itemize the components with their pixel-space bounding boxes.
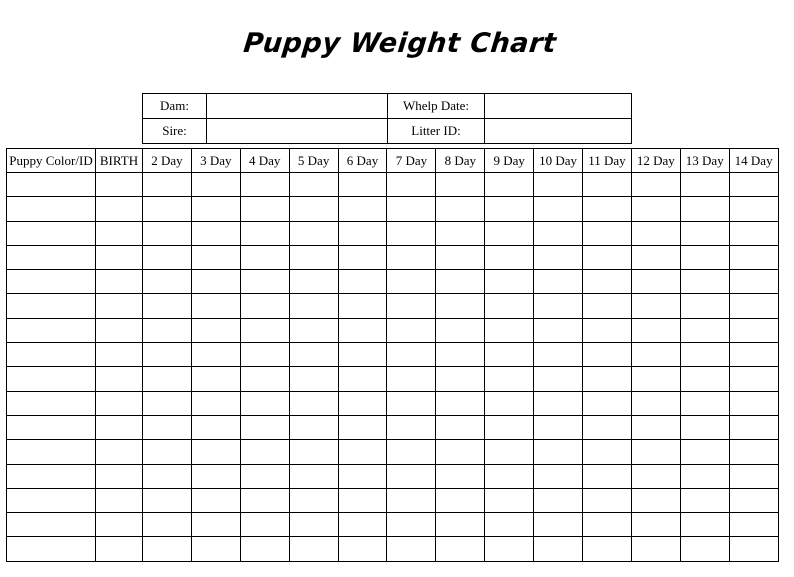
weight-cell[interactable] [96, 245, 143, 269]
weight-cell[interactable] [191, 197, 240, 221]
weight-cell[interactable] [289, 270, 338, 294]
table-row [7, 245, 779, 269]
weight-cell[interactable] [191, 294, 240, 318]
weight-cell[interactable] [729, 415, 778, 439]
weight-cell[interactable] [191, 513, 240, 537]
weight-cell[interactable] [583, 440, 632, 464]
table-row [7, 270, 779, 294]
weight-cell[interactable] [485, 318, 534, 342]
column-header: 14 Day [729, 149, 778, 173]
weight-cell[interactable] [96, 294, 143, 318]
weight-cell[interactable] [240, 367, 289, 391]
weight-cell[interactable] [240, 513, 289, 537]
weight-cell[interactable] [338, 270, 387, 294]
table-row [7, 464, 779, 488]
weight-cell[interactable] [289, 415, 338, 439]
weight-cell[interactable] [191, 391, 240, 415]
litter-info-table [142, 93, 632, 144]
weight-cell[interactable] [680, 173, 729, 197]
weight-cell[interactable] [289, 488, 338, 512]
puppy-id-cell[interactable] [7, 318, 96, 342]
weight-cell[interactable] [631, 513, 680, 537]
weight-cell[interactable] [289, 294, 338, 318]
weight-cell[interactable] [485, 440, 534, 464]
puppy-id-cell[interactable] [7, 440, 96, 464]
weight-cell[interactable] [534, 294, 583, 318]
table-row [7, 294, 779, 318]
table-row [7, 415, 779, 439]
weight-cell[interactable] [387, 197, 436, 221]
weight-cell[interactable] [387, 318, 436, 342]
weight-cell[interactable] [631, 488, 680, 512]
whelp-date-label: Whelp Date: [388, 94, 485, 119]
weight-cell[interactable] [534, 221, 583, 245]
weight-cell[interactable] [96, 343, 143, 367]
weight-cell[interactable] [680, 415, 729, 439]
weight-cell[interactable] [680, 488, 729, 512]
weight-cell[interactable] [631, 343, 680, 367]
puppy-id-cell[interactable] [7, 537, 96, 561]
weight-cell[interactable] [729, 173, 778, 197]
column-header: 9 Day [485, 149, 534, 173]
weight-cell[interactable] [631, 391, 680, 415]
weight-cell[interactable] [338, 415, 387, 439]
column-header: Puppy Color/ID [7, 149, 96, 173]
puppy-id-cell[interactable] [7, 464, 96, 488]
weight-cell[interactable] [729, 513, 778, 537]
weight-cell[interactable] [338, 513, 387, 537]
puppy-id-cell[interactable] [7, 270, 96, 294]
dam-field[interactable] [207, 94, 388, 119]
weight-cell[interactable] [436, 173, 485, 197]
weight-cell[interactable] [436, 294, 485, 318]
weight-cell[interactable] [289, 318, 338, 342]
weight-cell[interactable] [96, 197, 143, 221]
table-row [7, 173, 779, 197]
weight-cell[interactable] [680, 197, 729, 221]
weight-cell[interactable] [289, 367, 338, 391]
weight-cell[interactable] [191, 415, 240, 439]
weight-cell[interactable] [436, 415, 485, 439]
weight-cell[interactable] [534, 367, 583, 391]
weight-cell[interactable] [631, 245, 680, 269]
weight-cell[interactable] [436, 513, 485, 537]
weight-cell[interactable] [387, 537, 436, 561]
weight-cell[interactable] [485, 415, 534, 439]
weight-cell[interactable] [240, 270, 289, 294]
weight-cell[interactable] [631, 415, 680, 439]
weight-cell[interactable] [436, 440, 485, 464]
weight-cell[interactable] [289, 221, 338, 245]
weight-cell[interactable] [240, 294, 289, 318]
weight-cell[interactable] [631, 367, 680, 391]
weight-cell[interactable] [729, 343, 778, 367]
weight-cell[interactable] [583, 367, 632, 391]
column-header: 10 Day [534, 149, 583, 173]
weight-cell[interactable] [680, 464, 729, 488]
puppy-id-cell[interactable] [7, 488, 96, 512]
weight-cell[interactable] [680, 270, 729, 294]
puppy-id-cell[interactable] [7, 513, 96, 537]
column-header: 3 Day [191, 149, 240, 173]
weight-cell[interactable] [240, 245, 289, 269]
weight-cell[interactable] [485, 343, 534, 367]
weight-cell[interactable] [96, 270, 143, 294]
weight-cell[interactable] [143, 294, 192, 318]
weight-cell[interactable] [631, 197, 680, 221]
header-row [7, 149, 779, 173]
weight-cell[interactable] [680, 513, 729, 537]
weight-cell[interactable] [143, 391, 192, 415]
puppy-id-cell[interactable] [7, 367, 96, 391]
weight-cell[interactable] [289, 513, 338, 537]
weight-cell[interactable] [583, 245, 632, 269]
weight-cell[interactable] [338, 343, 387, 367]
weight-cell[interactable] [485, 537, 534, 561]
weight-cell[interactable] [729, 294, 778, 318]
weight-cell[interactable] [583, 488, 632, 512]
weight-cell[interactable] [534, 464, 583, 488]
weight-cell[interactable] [680, 318, 729, 342]
puppy-id-cell[interactable] [7, 294, 96, 318]
weight-cell[interactable] [583, 197, 632, 221]
weight-cell[interactable] [96, 391, 143, 415]
weight-cell[interactable] [583, 537, 632, 561]
weight-cell[interactable] [485, 391, 534, 415]
weight-cell[interactable] [534, 245, 583, 269]
weight-cell[interactable] [583, 464, 632, 488]
weight-cell[interactable] [191, 270, 240, 294]
weight-cell[interactable] [729, 391, 778, 415]
weight-cell[interactable] [338, 391, 387, 415]
weight-cell[interactable] [338, 367, 387, 391]
weight-cell[interactable] [191, 343, 240, 367]
weight-cell[interactable] [143, 221, 192, 245]
weight-cell[interactable] [338, 318, 387, 342]
column-header: 5 Day [289, 149, 338, 173]
info-row-sire [143, 119, 632, 144]
weight-cell[interactable] [191, 537, 240, 561]
weight-cell[interactable] [436, 245, 485, 269]
info-row-dam [143, 94, 632, 119]
weight-cell[interactable] [240, 440, 289, 464]
weight-cell[interactable] [485, 513, 534, 537]
weight-cell[interactable] [485, 367, 534, 391]
weight-cell[interactable] [583, 415, 632, 439]
puppy-id-cell[interactable] [7, 391, 96, 415]
weight-cell[interactable] [143, 173, 192, 197]
weight-cell[interactable] [289, 197, 338, 221]
table-row [7, 537, 779, 561]
weight-cell[interactable] [143, 245, 192, 269]
column-header: 2 Day [143, 149, 192, 173]
weight-cell[interactable] [387, 343, 436, 367]
weight-cell[interactable] [631, 173, 680, 197]
weight-cell[interactable] [191, 367, 240, 391]
weight-cell[interactable] [387, 440, 436, 464]
weight-cell[interactable] [729, 221, 778, 245]
weight-cell[interactable] [289, 464, 338, 488]
sire-field[interactable] [207, 119, 388, 144]
weight-cell[interactable] [436, 270, 485, 294]
weight-cell[interactable] [534, 173, 583, 197]
weight-cell[interactable] [680, 440, 729, 464]
weight-cell[interactable] [631, 221, 680, 245]
weight-cell[interactable] [583, 318, 632, 342]
weight-cell[interactable] [583, 221, 632, 245]
puppy-id-cell[interactable] [7, 197, 96, 221]
weight-cell[interactable] [191, 488, 240, 512]
weight-cell[interactable] [240, 488, 289, 512]
weight-cell[interactable] [387, 415, 436, 439]
column-header: BIRTH [96, 149, 143, 173]
weight-cell[interactable] [240, 415, 289, 439]
weight-cell[interactable] [631, 464, 680, 488]
weight-cell[interactable] [583, 391, 632, 415]
weight-cell[interactable] [191, 464, 240, 488]
weight-cell[interactable] [143, 367, 192, 391]
table-row [7, 367, 779, 391]
weight-cell[interactable] [583, 173, 632, 197]
weight-cell[interactable] [436, 197, 485, 221]
puppy-id-cell[interactable] [7, 245, 96, 269]
weight-cell[interactable] [436, 221, 485, 245]
weight-cell[interactable] [729, 488, 778, 512]
weight-cell[interactable] [191, 318, 240, 342]
weight-cell[interactable] [338, 294, 387, 318]
weight-cell[interactable] [96, 415, 143, 439]
weight-cell[interactable] [534, 270, 583, 294]
column-header: 11 Day [583, 149, 632, 173]
weight-cell[interactable] [485, 197, 534, 221]
weight-cell[interactable] [143, 440, 192, 464]
dam-label: Dam: [143, 94, 207, 119]
weight-cell[interactable] [387, 488, 436, 512]
weight-cell[interactable] [485, 488, 534, 512]
weight-cell[interactable] [729, 537, 778, 561]
weight-cell[interactable] [240, 537, 289, 561]
weight-cell[interactable] [143, 488, 192, 512]
weight-cell[interactable] [96, 537, 143, 561]
weight-cell[interactable] [387, 245, 436, 269]
weight-cell[interactable] [680, 391, 729, 415]
weight-cell[interactable] [96, 513, 143, 537]
weight-cell[interactable] [631, 537, 680, 561]
litter-id-field[interactable] [485, 119, 632, 144]
weight-cell[interactable] [680, 367, 729, 391]
weight-cell[interactable] [240, 391, 289, 415]
weight-cell[interactable] [680, 245, 729, 269]
table-row [7, 343, 779, 367]
weight-cell[interactable] [729, 245, 778, 269]
weight-cell[interactable] [729, 270, 778, 294]
weight-cell[interactable] [338, 245, 387, 269]
weight-cell[interactable] [191, 221, 240, 245]
weight-cell[interactable] [338, 221, 387, 245]
weight-cell[interactable] [680, 343, 729, 367]
weight-cell[interactable] [143, 270, 192, 294]
table-row [7, 513, 779, 537]
weight-cell[interactable] [534, 318, 583, 342]
column-header: 13 Day [680, 149, 729, 173]
weight-cell[interactable] [436, 343, 485, 367]
weight-cell[interactable] [534, 415, 583, 439]
table-row [7, 440, 779, 464]
weight-cell[interactable] [338, 197, 387, 221]
weight-cell[interactable] [240, 221, 289, 245]
weight-cell[interactable] [583, 294, 632, 318]
weight-cell[interactable] [436, 537, 485, 561]
weight-cell[interactable] [143, 197, 192, 221]
weight-cell[interactable] [143, 537, 192, 561]
weight-cell[interactable] [387, 464, 436, 488]
weight-cell[interactable] [631, 440, 680, 464]
litter-id-label: Litter ID: [388, 119, 485, 144]
weight-cell[interactable] [387, 173, 436, 197]
weight-cell[interactable] [534, 391, 583, 415]
weight-cell[interactable] [96, 464, 143, 488]
weight-cell[interactable] [729, 318, 778, 342]
chart-body [7, 173, 779, 562]
weight-cell[interactable] [436, 367, 485, 391]
table-row [7, 197, 779, 221]
sire-label: Sire: [143, 119, 207, 144]
weight-chart-table [6, 148, 779, 562]
weight-cell[interactable] [729, 197, 778, 221]
weight-cell[interactable] [240, 464, 289, 488]
weight-cell[interactable] [143, 318, 192, 342]
weight-cell[interactable] [485, 245, 534, 269]
weight-cell[interactable] [583, 343, 632, 367]
table-row [7, 318, 779, 342]
weight-cell[interactable] [485, 270, 534, 294]
weight-cell[interactable] [729, 464, 778, 488]
weight-cell[interactable] [191, 173, 240, 197]
weight-cell[interactable] [631, 270, 680, 294]
weight-cell[interactable] [191, 440, 240, 464]
column-header: 7 Day [387, 149, 436, 173]
weight-cell[interactable] [289, 245, 338, 269]
weight-cell[interactable] [387, 270, 436, 294]
page-title: Puppy Weight Chart [242, 28, 558, 59]
weight-cell[interactable] [240, 173, 289, 197]
weight-cell[interactable] [729, 440, 778, 464]
weight-cell[interactable] [534, 343, 583, 367]
weight-cell[interactable] [289, 440, 338, 464]
weight-cell[interactable] [143, 464, 192, 488]
column-header: 6 Day [338, 149, 387, 173]
table-row [7, 488, 779, 512]
column-header: 12 Day [631, 149, 680, 173]
table-row [7, 391, 779, 415]
weight-cell[interactable] [143, 513, 192, 537]
weight-cell[interactable] [240, 197, 289, 221]
weight-cell[interactable] [436, 391, 485, 415]
weight-cell[interactable] [387, 294, 436, 318]
weight-cell[interactable] [96, 318, 143, 342]
weight-cell[interactable] [289, 173, 338, 197]
weight-cell[interactable] [240, 318, 289, 342]
weight-cell[interactable] [289, 391, 338, 415]
weight-cell[interactable] [96, 221, 143, 245]
weight-cell[interactable] [436, 464, 485, 488]
weight-cell[interactable] [631, 294, 680, 318]
weight-cell[interactable] [96, 488, 143, 512]
weight-cell[interactable] [289, 537, 338, 561]
weight-cell[interactable] [534, 440, 583, 464]
weight-cell[interactable] [338, 440, 387, 464]
weight-cell[interactable] [96, 367, 143, 391]
weight-cell[interactable] [583, 513, 632, 537]
weight-cell[interactable] [583, 270, 632, 294]
puppy-id-cell[interactable] [7, 343, 96, 367]
weight-cell[interactable] [143, 343, 192, 367]
weight-cell[interactable] [680, 294, 729, 318]
weight-cell[interactable] [436, 488, 485, 512]
weight-cell[interactable] [289, 343, 338, 367]
weight-cell[interactable] [534, 537, 583, 561]
weight-cell[interactable] [436, 318, 485, 342]
weight-cell[interactable] [240, 343, 289, 367]
weight-cell[interactable] [485, 464, 534, 488]
weight-cell[interactable] [96, 440, 143, 464]
weight-cell[interactable] [534, 488, 583, 512]
weight-cell[interactable] [338, 488, 387, 512]
puppy-id-cell[interactable] [7, 221, 96, 245]
weight-cell[interactable] [631, 318, 680, 342]
weight-cell[interactable] [387, 367, 436, 391]
weight-cell[interactable] [485, 221, 534, 245]
puppy-id-cell[interactable] [7, 173, 96, 197]
weight-cell[interactable] [338, 173, 387, 197]
weight-cell[interactable] [143, 415, 192, 439]
weight-cell[interactable] [680, 221, 729, 245]
weight-cell[interactable] [338, 464, 387, 488]
weight-cell[interactable] [96, 173, 143, 197]
weight-cell[interactable] [387, 391, 436, 415]
column-header: 8 Day [436, 149, 485, 173]
weight-cell[interactable] [387, 513, 436, 537]
weight-cell[interactable] [485, 294, 534, 318]
whelp-date-field[interactable] [485, 94, 632, 119]
weight-cell[interactable] [191, 245, 240, 269]
weight-cell[interactable] [680, 537, 729, 561]
table-row [7, 221, 779, 245]
weight-cell[interactable] [387, 221, 436, 245]
puppy-id-cell[interactable] [7, 415, 96, 439]
weight-cell[interactable] [485, 173, 534, 197]
column-header: 4 Day [240, 149, 289, 173]
weight-cell[interactable] [534, 197, 583, 221]
weight-cell[interactable] [729, 367, 778, 391]
weight-cell[interactable] [534, 513, 583, 537]
weight-cell[interactable] [338, 537, 387, 561]
